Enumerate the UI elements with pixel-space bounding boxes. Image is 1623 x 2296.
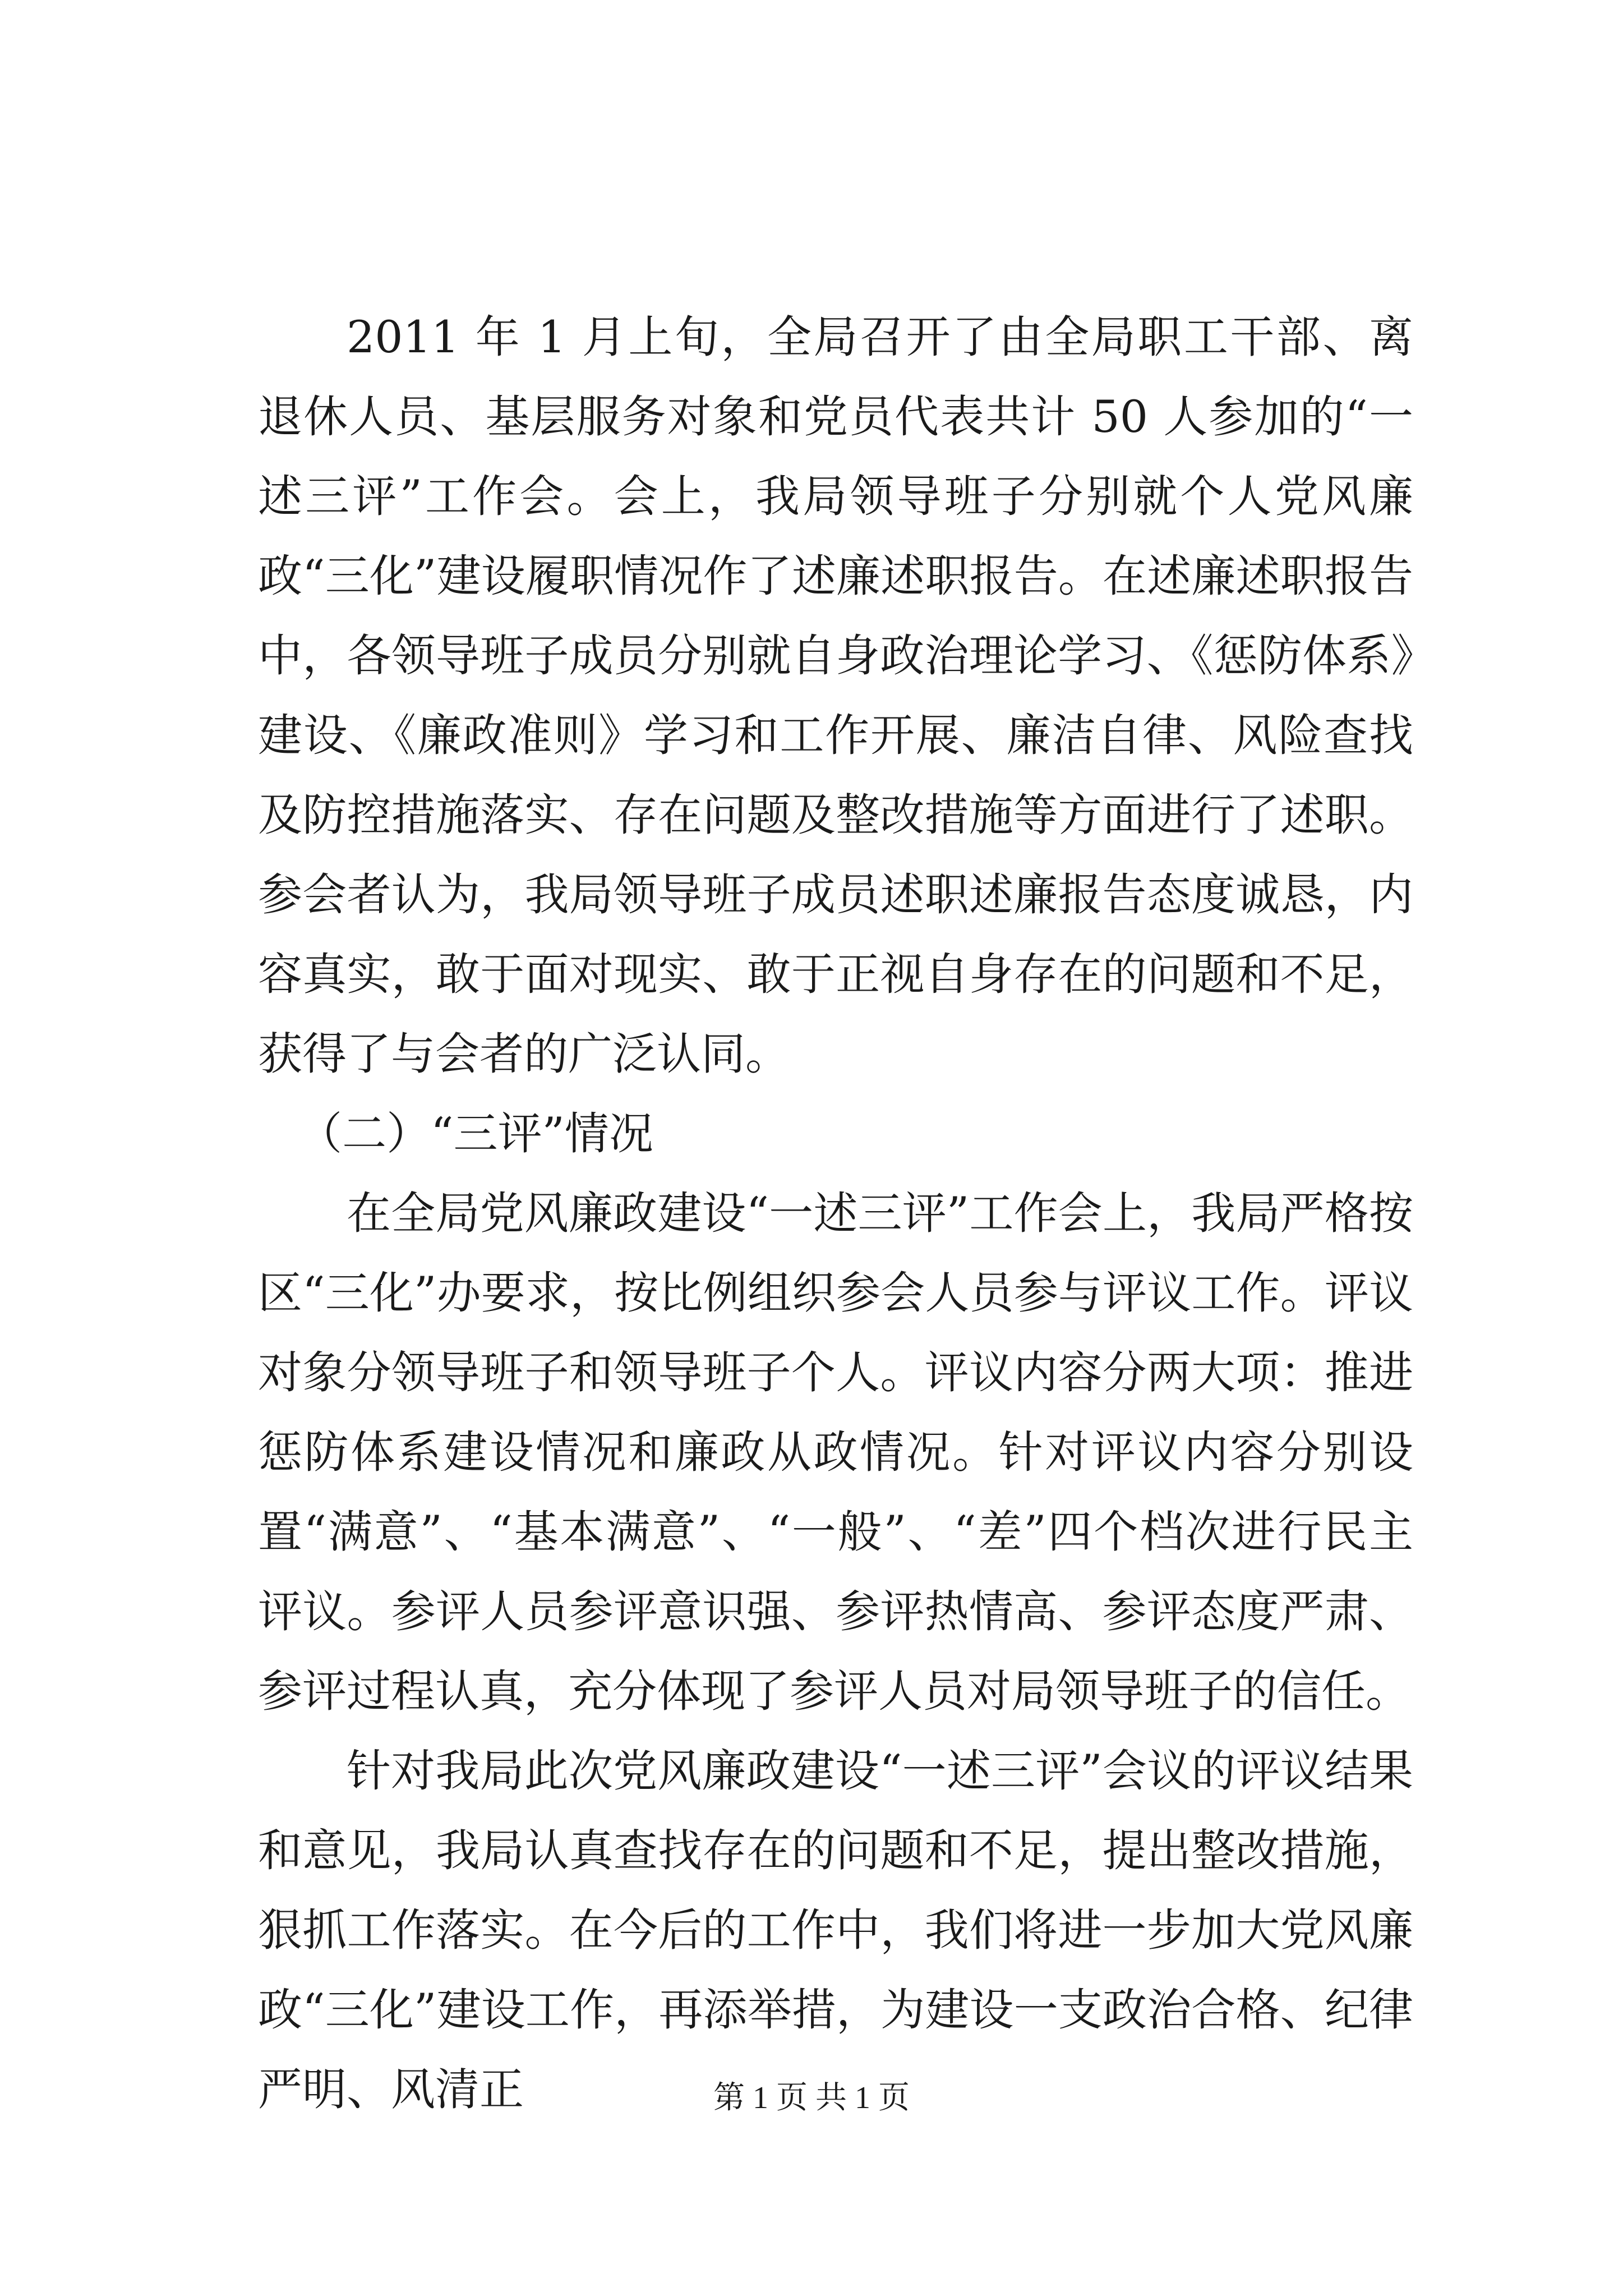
paragraph-rectification: 针对我局此次党风廉政建设“一述三评”会议的评议结果和意见，我局认真查找存在的问题和不足，提出整改措施，狠抓工作落实。在今后的工作中，我们将进一步加大党风廉政“三化”建设工作，再添举措，为建设一支政治合格、纪律严明、风清正: [258, 1745, 1413, 2115]
paragraph-meeting-summary: 2011 年 1 月上旬，全局召开了由全局职工干部、离退休人员、基层服务对象和党员代表共计 50 人参加的“一述三评”工作会。会上，我局领导班子分别就个人党风廉政“三化”建设履职情况作了述廉述职报告。在述廉述职报告中，各领导班子成员分别就自身政治理论学习、《惩防体系》建设、《廉政准则》学习和工作开展、廉洁自律、风险查找及防控措施落实、存在问题及整改措施等方面进行了述职。参会者认为，我局领导班子成员述职述廉报告态度诚恳，内容真实，敢于面对现实、敢于正视自身存在的问题和不足，获得了与会者的广泛认同。: [258, 311, 1413, 1080]
section-heading-san-ping: （二）“三评”情况: [298, 1108, 653, 1159]
page-footer: 第 1 页 共 1 页: [713, 2081, 910, 2115]
paragraph-evaluation: 在全局党风廉政建设“一述三评”工作会上，我局严格按区“三化”办要求，按比例组织参会人员参与评议工作。评议对象分领导班子和领导班子个人。评议内容分两大项：推进惩防体系建设情况和廉政从政情况。针对评议内容分别设置“满意”、“基本满意”、“一般”、“差”四个档次进行民主评议。参评人员参评意识强、参评热情高、参评态度严肃、参评过程认真，充分体现了参评人员对局领导班子的信任。: [258, 1188, 1413, 1717]
document-body: [258, 297, 1413, 2129]
